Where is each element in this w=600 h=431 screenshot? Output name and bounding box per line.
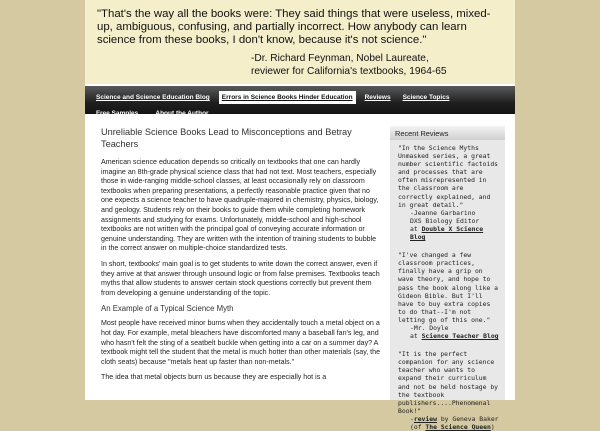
- nav-item-about-author[interactable]: About the Author: [155, 110, 209, 117]
- review-at: at: [410, 332, 418, 341]
- article-paragraph: Most people have received minor burns when they accidentally touch a metal object on a hot day. For example, metal bleachers have discomforted many a baseball fan's leg, and who hasn't felt the sting of a seatbelt buckle when getting into a car on a summer day? A textbook might tell the student that the metal is much hotter than other materials (say, the cloth seats) because "metals heat up faster than non-metals.": [101, 319, 381, 366]
- review-source: [398, 423, 499, 431]
- review-source: [398, 332, 499, 340]
- review-source: [398, 225, 499, 241]
- review-item: [398, 251, 499, 340]
- attribution-line-2: reviewer for California's textbooks, 1964-65: [251, 65, 447, 77]
- article-subheading: An Example of a Typical Science Myth: [101, 304, 234, 314]
- review-role: DXS Biology Editor: [410, 216, 480, 225]
- article-paragraph: American science education depends so critically on textbooks that one can hardly imagine an 8th-grade physical science class that had not text. Most teachers, especially those in wide-ranging middle-school classes, at least occasionally rely on classroom textbooks when preparing presentations, a perfectly reasonable practice given that no one expects a science teacher to have quadruple-majored in chemistry, physics, biology, and geology. Students rely on their books to guide them while completing homework assignments and studying for exams. Unfortunately, middle-school and high-school textbooks are not written with the principal goal of conveying accurate information or genuine understanding. They are written with the intention of training students to bubble in the correct answer on multiple-choice standardized tests.: [101, 158, 379, 253]
- review-source-link[interactable]: Science Teacher Blog: [421, 332, 499, 341]
- review-text: "In the Science Myths Unmasked series, a great number scientific factoids and processes that are often misrepresented in the classroom are correctly explained, and in great detail.": [398, 144, 499, 209]
- review-source-prefix: (of: [410, 423, 422, 431]
- sidebar-title: Recent Reviews: [390, 126, 505, 140]
- review-source-link[interactable]: The Science Queen: [425, 423, 491, 431]
- review-source-link[interactable]: Double X Science Blog: [410, 224, 484, 242]
- review-by: by Geneva Baker: [440, 414, 499, 423]
- main-nav: [85, 86, 515, 117]
- review-prefix: -: [410, 414, 414, 423]
- review-item: [398, 350, 499, 431]
- quote-attribution: [251, 53, 503, 78]
- nav-item-blog[interactable]: Science and Science Education Blog: [96, 94, 210, 101]
- review-at: at: [410, 224, 418, 233]
- feynman-quote: "That's the way all the books were: They said things that were useless, mixed-up, ambiguous, confusing, and partially incorrect. How anybody can learn science from these books, I don't know, because it's not science.": [97, 8, 491, 46]
- nav-item-errors[interactable]: Errors in Science Books Hinder Education: [219, 91, 356, 104]
- quote-header: [85, 0, 515, 84]
- review-text: "I've changed a few classroom practices, finally have a grip on wave theory, and hope to pass the book along like a Gideon Bible. But I'll have to buy extra copies to do that--I'm not letting go of this one.": [398, 251, 499, 324]
- article-title: Unreliable Science Books Lead to Misconceptions and Betray Teachers: [101, 127, 352, 149]
- nav-item-free-samples[interactable]: Free Samples: [96, 110, 139, 117]
- article: [101, 126, 383, 389]
- recent-reviews-sidebar: [390, 126, 505, 431]
- review-author: -Mr. Doyle: [410, 323, 449, 332]
- review-item: [398, 144, 499, 241]
- page: [85, 0, 515, 431]
- review-text: "It is the perfect companion for any science teacher who wants to expand their curriculum and not be held hostage by the textbook publishers....Phenomenal Book!": [398, 350, 499, 415]
- review-source-suffix: ): [490, 423, 495, 431]
- reviews-list: [390, 140, 505, 431]
- nav-item-reviews[interactable]: Reviews: [364, 94, 391, 101]
- article-paragraph: In short, textbooks' main goal is to get students to write down the correct answer, even if they arrive at that answer through unsound logic or from false premises. Textbooks teach myths that allow students to answer certain stock questions correctly but prevent them from developing a genuine understanding of the topic.: [101, 259, 380, 297]
- nav-item-science-topics[interactable]: Science Topics: [402, 94, 450, 101]
- review-link[interactable]: review: [413, 414, 437, 423]
- review-author: -Jeanne Garbarino: [410, 208, 476, 217]
- article-paragraph: The idea that metal objects burn us because they are especially hot is a: [101, 373, 327, 382]
- attribution-line-1: -Dr. Richard Feynman, Nobel Laureate,: [251, 53, 429, 64]
- review-byline: [398, 415, 499, 423]
